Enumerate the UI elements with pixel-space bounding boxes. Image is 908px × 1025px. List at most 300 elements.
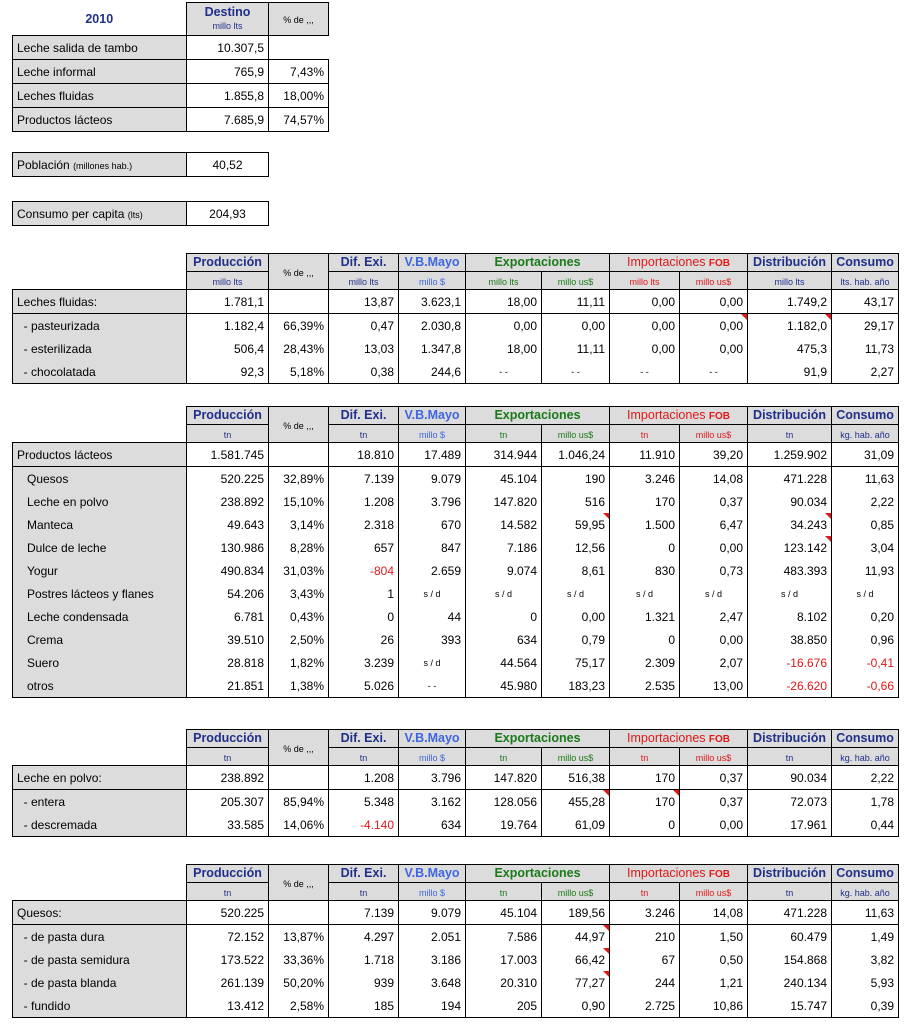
- pct-header-text: % de ,,,: [283, 267, 314, 278]
- cell-value: 2.725: [610, 994, 680, 1018]
- unit-label: tn: [187, 425, 269, 443]
- cell-value: 189,56: [542, 901, 610, 925]
- row-label: Leche informal: [13, 60, 187, 84]
- cell-value: 17.961: [748, 813, 832, 837]
- cell-value: 11,11: [542, 337, 610, 360]
- cell-value: 39.510: [187, 628, 269, 651]
- pct-header-text: % de ,,,: [283, 15, 314, 25]
- cell-value: 1: [329, 582, 399, 605]
- row-value: 1.855,8: [187, 84, 269, 108]
- cell-value: 21.851: [187, 674, 269, 698]
- cell-value: 11,93: [832, 559, 899, 582]
- cell-value: 830: [610, 559, 680, 582]
- cell-value: 2,47: [680, 605, 748, 628]
- row-label: Postres lácteos y flanes: [13, 582, 187, 605]
- cell-value: 3.246: [610, 467, 680, 491]
- consumo-text: Consumo per capita: [17, 206, 125, 221]
- cell-value: 8.102: [748, 605, 832, 628]
- cell-value: 185: [329, 994, 399, 1018]
- cell-value: 6.781: [187, 605, 269, 628]
- row-label: Productos lácteos: [13, 443, 187, 467]
- cell-value: 0,00: [466, 314, 542, 338]
- cell-value: 244,6: [399, 360, 466, 384]
- table-row: [13, 559, 899, 582]
- row-label: Yogur: [13, 559, 187, 582]
- unit-label: tn: [187, 748, 269, 766]
- unit-label: millo us$: [680, 272, 748, 290]
- cell-value: 238.892: [187, 490, 269, 513]
- unit-label: tn: [610, 883, 680, 901]
- cell-value: 2.309: [610, 651, 680, 674]
- cell-value: 475,3: [748, 337, 832, 360]
- cell-value: 2.535: [610, 674, 680, 698]
- cell-value: 2,22: [832, 766, 899, 790]
- cell-value: 173.522: [187, 948, 269, 971]
- header-blank: [13, 254, 187, 290]
- pct-header-text: % de ,,,: [283, 743, 314, 754]
- table-row: [13, 467, 899, 491]
- cell-value: 44: [399, 605, 466, 628]
- unit-label: millo $: [399, 883, 466, 901]
- consumo-header: Consumo: [832, 407, 899, 425]
- cell-value: -0,41: [832, 651, 899, 674]
- cell-value: 1,50: [680, 925, 748, 949]
- cell-value: 45.104: [466, 901, 542, 925]
- cell-value: 210: [610, 925, 680, 949]
- unit-label: millo $: [399, 748, 466, 766]
- row-label: - chocolatada: [13, 360, 187, 384]
- cell-value: s / d: [466, 582, 542, 605]
- table-row: [13, 314, 899, 338]
- cell-value: 194: [399, 994, 466, 1018]
- cell-value: 45.104: [466, 467, 542, 491]
- cell-value: 8,28%: [269, 536, 329, 559]
- row-value: 10.307,5: [187, 36, 269, 60]
- cell-value: 0,90: [542, 994, 610, 1018]
- cell-value: 2,58%: [269, 994, 329, 1018]
- consumo-label: [13, 202, 187, 226]
- unit-label: millo us$: [680, 425, 748, 443]
- unit-label: millo lts: [610, 272, 680, 290]
- cell-value: 634: [466, 628, 542, 651]
- row-label: - fundido: [13, 994, 187, 1018]
- cell-value: 18,00: [466, 337, 542, 360]
- unit-label: tn: [748, 425, 832, 443]
- cell-value: 0: [610, 536, 680, 559]
- distribucion-header: Distribución: [748, 730, 832, 748]
- cell-value: 490.834: [187, 559, 269, 582]
- row-label: otros: [13, 674, 187, 698]
- cell-value: 44,97: [542, 925, 610, 949]
- unit-label: tn: [466, 748, 542, 766]
- cell-value: 61,09: [542, 813, 610, 837]
- unit-label: tn: [610, 425, 680, 443]
- data-table: [12, 864, 899, 1018]
- cell-value: 13,87%: [269, 925, 329, 949]
- unit-label: tn: [748, 748, 832, 766]
- cell-value: 240.134: [748, 971, 832, 994]
- cell-value: - -: [542, 360, 610, 384]
- cell-value: 3,14%: [269, 513, 329, 536]
- row-label: Leche salida de tambo: [13, 36, 187, 60]
- pct-header: [269, 865, 329, 901]
- exportaciones-header: Exportaciones: [466, 865, 610, 883]
- cell-value: 34.243: [748, 513, 832, 536]
- cell-value: 2,50%: [269, 628, 329, 651]
- cell-value: 1.500: [610, 513, 680, 536]
- cell-value: 15,10%: [269, 490, 329, 513]
- cell-value: 20.310: [466, 971, 542, 994]
- cell-value: 0,47: [329, 314, 399, 338]
- cell-value: 183,23: [542, 674, 610, 698]
- unit-label: millo us$: [680, 883, 748, 901]
- table-row: [13, 582, 899, 605]
- cell-value: 91,9: [748, 360, 832, 384]
- cell-value: 3.186: [399, 948, 466, 971]
- cell-value: 657: [329, 536, 399, 559]
- cell-value: 1,21: [680, 971, 748, 994]
- table-row: [13, 605, 899, 628]
- data-table: [12, 729, 899, 837]
- cell-value: 205: [466, 994, 542, 1018]
- total-row: [13, 901, 899, 925]
- produccion-header: Producción: [187, 730, 269, 748]
- cell-value: 1.718: [329, 948, 399, 971]
- cell-value: 128.056: [466, 790, 542, 814]
- row-label: - esterilizada: [13, 337, 187, 360]
- cell-value: 0,00: [610, 314, 680, 338]
- cell-value: 13.412: [187, 994, 269, 1018]
- table-row: [13, 994, 899, 1018]
- destino-unit: millo lts: [212, 21, 243, 31]
- cell-value: 0,00: [542, 314, 610, 338]
- cell-value: [269, 901, 329, 925]
- cell-value: 1.208: [329, 766, 399, 790]
- cell-value: 11,73: [832, 337, 899, 360]
- cell-value: 38.850: [748, 628, 832, 651]
- cell-value: 13,87: [329, 290, 399, 314]
- cell-value: 0,37: [680, 490, 748, 513]
- row-pct: 74,57%: [269, 108, 329, 132]
- cell-value: 0,00: [680, 536, 748, 559]
- cell-value: - -: [610, 360, 680, 384]
- unit-label: millo lts: [187, 272, 269, 290]
- produccion-header: Producción: [187, 865, 269, 883]
- table-row: [13, 674, 899, 698]
- cell-value: 170: [610, 790, 680, 814]
- table-row: [13, 360, 899, 384]
- cell-value: 147.820: [466, 490, 542, 513]
- cell-value: 0,50: [680, 948, 748, 971]
- cell-value: 31,09: [832, 443, 899, 467]
- cell-value: 1.347,8: [399, 337, 466, 360]
- row-label: Manteca: [13, 513, 187, 536]
- cell-value: 19.764: [466, 813, 542, 837]
- cell-value: 471.228: [748, 901, 832, 925]
- table-row: [13, 813, 899, 837]
- row-label: - de pasta semidura: [13, 948, 187, 971]
- cell-value: 1.749,2: [748, 290, 832, 314]
- table-row: [13, 60, 329, 84]
- row-label: Quesos: [13, 467, 187, 491]
- unit-label: kg. hab. año: [832, 883, 899, 901]
- cell-value: 5.348: [329, 790, 399, 814]
- cell-value: 3,82: [832, 948, 899, 971]
- row-label: Suero: [13, 651, 187, 674]
- cell-value: [269, 290, 329, 314]
- cell-value: 0: [466, 605, 542, 628]
- pct-header: [269, 407, 329, 443]
- row-label: Quesos:: [13, 901, 187, 925]
- table-row: [13, 36, 329, 60]
- cell-value: 13,00: [680, 674, 748, 698]
- cell-value: 0,79: [542, 628, 610, 651]
- importaciones-text: Importaciones: [627, 408, 706, 422]
- cell-value: 3.246: [610, 901, 680, 925]
- cell-value: 67: [610, 948, 680, 971]
- unit-label: tn: [466, 883, 542, 901]
- cell-value: - -: [680, 360, 748, 384]
- cell-value: 0,00: [542, 605, 610, 628]
- row-value: 7.685,9: [187, 108, 269, 132]
- cell-value: 33,36%: [269, 948, 329, 971]
- pct-header: [269, 254, 329, 290]
- total-row: [13, 290, 899, 314]
- cell-value: 90.034: [748, 490, 832, 513]
- cell-value: 5,93: [832, 971, 899, 994]
- table-row: [13, 337, 899, 360]
- destino-header: [187, 3, 269, 36]
- cell-value: 516: [542, 490, 610, 513]
- cell-value: 0,85: [832, 513, 899, 536]
- cell-value: 0,00: [680, 290, 748, 314]
- row-label: - de pasta blanda: [13, 971, 187, 994]
- unit-label: tn: [748, 883, 832, 901]
- cell-value: -16.676: [748, 651, 832, 674]
- table-row: [13, 948, 899, 971]
- cell-value: 3.239: [329, 651, 399, 674]
- cell-value: 1,49: [832, 925, 899, 949]
- cell-value: 11.910: [610, 443, 680, 467]
- table-row: [13, 651, 899, 674]
- importaciones-header: [610, 730, 748, 748]
- cell-value: 7.186: [466, 536, 542, 559]
- cell-value: 50,20%: [269, 971, 329, 994]
- unit-label: tn: [610, 748, 680, 766]
- cell-value: 0,37: [680, 790, 748, 814]
- cell-value: 5.026: [329, 674, 399, 698]
- importaciones-text: Importaciones: [627, 255, 706, 269]
- row-label: Leche condensada: [13, 605, 187, 628]
- cell-value: 939: [329, 971, 399, 994]
- table-row: [13, 925, 899, 949]
- cell-value: 0,20: [832, 605, 899, 628]
- cell-value: 3,43%: [269, 582, 329, 605]
- cell-value: -26.620: [748, 674, 832, 698]
- cell-value: 9.074: [466, 559, 542, 582]
- cell-value: 8,61: [542, 559, 610, 582]
- cell-value: 32,89%: [269, 467, 329, 491]
- row-label: - de pasta dura: [13, 925, 187, 949]
- cell-value: 1.321: [610, 605, 680, 628]
- cell-value: 5,18%: [269, 360, 329, 384]
- cell-value: 11,63: [832, 901, 899, 925]
- cell-value: 39,20: [680, 443, 748, 467]
- cell-value: 1.259.902: [748, 443, 832, 467]
- unit-label: tn: [329, 883, 399, 901]
- cell-value: 6,47: [680, 513, 748, 536]
- cell-value: 3,04: [832, 536, 899, 559]
- cell-value: 0,39: [832, 994, 899, 1018]
- unit-label: millo $: [399, 272, 466, 290]
- cell-value: 3.796: [399, 766, 466, 790]
- poblacion-value: 40,52: [187, 153, 269, 177]
- consumo-table: [12, 201, 269, 226]
- cell-value: [269, 766, 329, 790]
- cell-value: 7.139: [329, 901, 399, 925]
- cell-value: 520.225: [187, 901, 269, 925]
- consumo-header: Consumo: [832, 254, 899, 272]
- cell-value: 9.079: [399, 467, 466, 491]
- cell-value: - -: [466, 360, 542, 384]
- row-label: Crema: [13, 628, 187, 651]
- cell-value: -0,66: [832, 674, 899, 698]
- cell-value: [269, 443, 329, 467]
- cell-value: 0,00: [680, 628, 748, 651]
- cell-value: 0,00: [680, 337, 748, 360]
- produccion-header: Producción: [187, 254, 269, 272]
- table-row: [13, 536, 899, 559]
- importaciones-text: Importaciones: [627, 731, 706, 745]
- cell-value: s / d: [748, 582, 832, 605]
- cell-value: 1,38%: [269, 674, 329, 698]
- fob-text: FOB: [708, 734, 730, 745]
- cell-value: 314.944: [466, 443, 542, 467]
- unit-label: millo us$: [542, 748, 610, 766]
- consumo-header: Consumo: [832, 730, 899, 748]
- produccion-header: Producción: [187, 407, 269, 425]
- cell-value: 66,39%: [269, 314, 329, 338]
- header-blank: [13, 865, 187, 901]
- total-row: [13, 443, 899, 467]
- cell-value: s / d: [399, 582, 466, 605]
- cell-value: 154.868: [748, 948, 832, 971]
- cell-value: 3.796: [399, 490, 466, 513]
- unit-label: tn: [466, 425, 542, 443]
- unit-label: lts. hab. año: [832, 272, 899, 290]
- cell-value: 2.318: [329, 513, 399, 536]
- exportaciones-header: Exportaciones: [466, 254, 610, 272]
- cell-value: 634: [399, 813, 466, 837]
- unit-label: tn: [329, 748, 399, 766]
- cell-value: 18.810: [329, 443, 399, 467]
- cell-value: -804: [329, 559, 399, 582]
- header-blank: [13, 407, 187, 443]
- cell-value: 0,38: [329, 360, 399, 384]
- cell-value: 13,03: [329, 337, 399, 360]
- pct-header: [269, 3, 329, 36]
- cell-value: 2.659: [399, 559, 466, 582]
- cell-value: 506,4: [187, 337, 269, 360]
- cell-value: 261.139: [187, 971, 269, 994]
- cell-value: 0: [610, 628, 680, 651]
- cell-value: 45.980: [466, 674, 542, 698]
- destino-title: Destino: [204, 5, 251, 19]
- cell-value: 0,00: [610, 290, 680, 314]
- cell-value: 28,43%: [269, 337, 329, 360]
- unit-label: millo us$: [680, 748, 748, 766]
- cell-value: s / d: [610, 582, 680, 605]
- cell-value: 205.307: [187, 790, 269, 814]
- data-table: [12, 253, 899, 384]
- importaciones-header: [610, 407, 748, 425]
- cell-value: s / d: [832, 582, 899, 605]
- unit-label: millo lts: [466, 272, 542, 290]
- cell-value: 1.182,0: [748, 314, 832, 338]
- table-row: [13, 513, 899, 536]
- importaciones-text: Importaciones: [627, 866, 706, 880]
- table-row: [13, 790, 899, 814]
- cell-value: 0,00: [680, 314, 748, 338]
- row-label: - descremada: [13, 813, 187, 837]
- cell-value: 0: [610, 813, 680, 837]
- poblacion-text: Población: [17, 157, 70, 172]
- unit-label: millo $: [399, 425, 466, 443]
- row-label: Leche en polvo: [13, 490, 187, 513]
- unit-label: tn: [187, 883, 269, 901]
- pct-header-text: % de ,,,: [283, 420, 314, 431]
- table-row: [13, 84, 329, 108]
- cell-value: 29,17: [832, 314, 899, 338]
- cell-value: 17.003: [466, 948, 542, 971]
- cell-value: 0,43%: [269, 605, 329, 628]
- importaciones-header: [610, 865, 748, 883]
- table-row: [13, 628, 899, 651]
- cell-value: 170: [610, 490, 680, 513]
- cell-value: 0: [329, 605, 399, 628]
- poblacion-table: [12, 152, 269, 177]
- cell-value: 847: [399, 536, 466, 559]
- cell-value: 520.225: [187, 467, 269, 491]
- cell-value: 2.030,8: [399, 314, 466, 338]
- unit-label: millo lts: [748, 272, 832, 290]
- cell-value: 60.479: [748, 925, 832, 949]
- cell-value: 59,95: [542, 513, 610, 536]
- cell-value: 3.623,1: [399, 290, 466, 314]
- cell-value: 0,96: [832, 628, 899, 651]
- consumo-header: Consumo: [832, 865, 899, 883]
- cell-value: 190: [542, 467, 610, 491]
- poblacion-unit: (millones hab.): [73, 160, 133, 171]
- cell-value: s / d: [542, 582, 610, 605]
- fob-text: FOB: [708, 869, 730, 880]
- cell-value: 92,3: [187, 360, 269, 384]
- cell-value: 49.643: [187, 513, 269, 536]
- cell-value: 72.152: [187, 925, 269, 949]
- difexi-header: Dif. Exi.: [329, 407, 399, 425]
- cell-value: s / d: [399, 651, 466, 674]
- year-label: 2010: [85, 11, 114, 26]
- cell-value: 33.585: [187, 813, 269, 837]
- cell-value: 1.581.745: [187, 443, 269, 467]
- table-row: [13, 490, 899, 513]
- distribucion-header: Distribución: [748, 865, 832, 883]
- cell-value: 14,08: [680, 467, 748, 491]
- cell-value: 14,06%: [269, 813, 329, 837]
- poblacion-label: [13, 153, 187, 177]
- importaciones-header: [610, 254, 748, 272]
- difexi-header: Dif. Exi.: [329, 730, 399, 748]
